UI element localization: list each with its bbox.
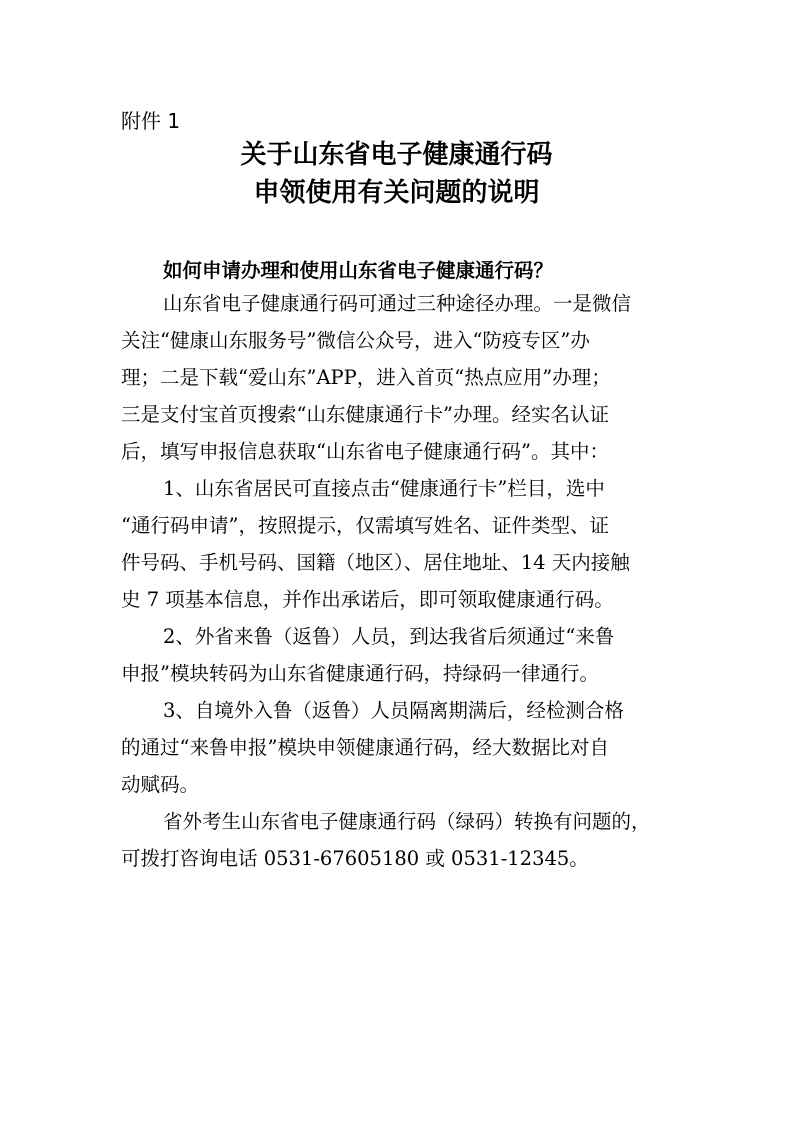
- document-title-line-1: 关于山东省电子健康通行码: [240, 140, 553, 170]
- body-line: 1、山东省居民可直接点击“健康通行卡”栏目，选中: [163, 477, 605, 500]
- body-line: 动赋码。: [121, 773, 200, 796]
- document-title-line-2: 申领使用有关问题的说明: [253, 178, 540, 208]
- body-line: 省外考生山东省电子健康通行码（绿码）转换有问题的，: [163, 810, 651, 833]
- question-heading: 如何申请办理和使用山东省电子健康通行码？: [163, 259, 554, 282]
- body-line: 件号码、手机号码、国籍（地区）、居住地址、14 天内接触: [121, 551, 630, 574]
- body-line: 3、自境外入鲁（返鲁）人员隔离期满后，经检测合格: [163, 699, 624, 722]
- body-line: 山东省电子健康通行码可通过三种途径办理。一是微信: [163, 292, 632, 315]
- body-line: 2、外省来鲁（返鲁）人员，到达我省后须通过“来鲁: [163, 625, 615, 648]
- body-line: 史 7 项基本信息，并作出承诺后，即可领取健康通行码。: [121, 588, 614, 611]
- attachment-label: 附件 1: [121, 109, 181, 133]
- body-line: 的通过“来鲁申报”模块申领健康通行码，经大数据比对自: [121, 736, 609, 759]
- body-line: 申报”模块转码为山东省健康通行码，持绿码一律通行。: [121, 662, 599, 685]
- body-line: “通行码申请”，按照提示，仅需填写姓名、证件类型、证: [121, 514, 609, 537]
- body-line: 可拨打咨询电话 0531-67605180 或 0531-12345。: [121, 847, 589, 870]
- body-line: 后，填写申报信息获取“山东省电子健康通行码”。其中：: [121, 440, 609, 463]
- body-line: 理；二是下载“爱山东”APP，进入首页“热点应用”办理；: [121, 366, 611, 389]
- body-line: 三是支付宝首页搜索“山东健康通行卡”办理。经实名认证: [121, 403, 609, 426]
- body-line: 关注“健康山东服务号”微信公众号，进入“防疫专区”办: [121, 329, 590, 352]
